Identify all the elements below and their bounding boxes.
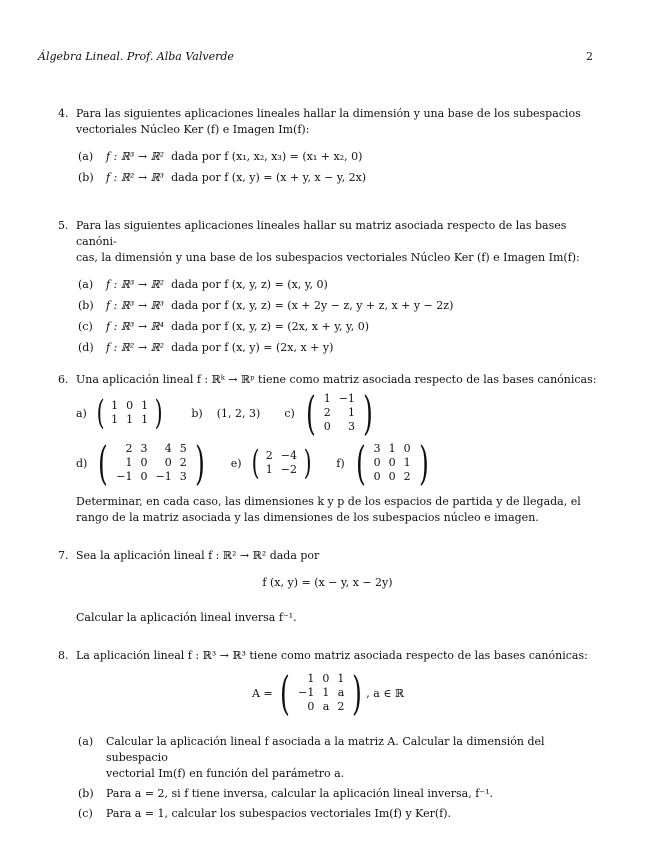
item-label: (a): [78, 735, 94, 748]
matrix-label: A =: [252, 686, 273, 700]
matrix-cell: 0: [323, 420, 331, 433]
exercise-5: [58, 218, 598, 358]
matrix-cell: 0: [403, 442, 411, 455]
matrix-cell: 3: [347, 420, 355, 433]
exercise-number: 6.: [58, 373, 69, 386]
matrix-cell: 1: [388, 442, 396, 455]
item-label: (b): [78, 787, 94, 800]
list-item: [78, 734, 598, 782]
parameter-domain: , a ∈ ℝ: [366, 686, 405, 700]
formula: f (x, y) = (x − y, x − 2y): [262, 576, 393, 589]
matrix-cell: 1: [347, 406, 355, 419]
page-header: [38, 50, 593, 63]
matrix-cell: 1: [111, 413, 119, 426]
item-label: (c): [78, 807, 93, 820]
item-text: Calcular la aplicación lineal f asociada a la matriz A. Calcular la dimensión del subespacio: [106, 735, 545, 764]
matrix-cell: 1: [125, 456, 133, 469]
item-text: Para a = 2, si f tiene inversa, calcular la aplicación lineal inversa, f⁻¹.: [106, 787, 493, 800]
matrix-cell: −1: [116, 470, 133, 483]
outro-line: rango de la matriz asociada y las dimensiones de los subespacios núcleo e imagen.: [76, 511, 539, 524]
item-map: f : ℝ³ → ℝ⁴: [106, 319, 165, 333]
list-item: [78, 786, 598, 802]
matrix-row-1: [76, 386, 377, 440]
exercise-8-items: [78, 734, 598, 822]
matrix-cell: 1: [111, 399, 119, 412]
intro-line: cas, la dimensión y una base de los subespacios vectoriales Núcleo Ker (f) e Imagen Im(f):: [76, 251, 580, 264]
matrix-cell: −4: [280, 449, 297, 462]
matrix-A-row: [252, 666, 405, 720]
intro-line: Para las siguientes aplicaciones lineales hallar su matriz asociada respecto de las bases canóni-: [76, 219, 567, 248]
matrix-label: c): [284, 406, 295, 420]
item-map: f : ℝ³ → ℝ³: [106, 298, 165, 312]
intro-line: vectoriales Núcleo Ker (f) e Imagen Im(f):: [76, 123, 310, 136]
page-number: 2: [586, 50, 593, 63]
item-label: (b): [78, 170, 94, 184]
matrix-cell: 1: [307, 672, 315, 685]
item-def: dada por f (x, y, z) = (x + 2y − z, y + z, x + y − 2z): [171, 298, 454, 312]
matrix-A: ( 1 0 1 −1 1 a 0 a 2 ): [280, 666, 363, 720]
item-map: f : ℝ³ → ℝ²: [106, 277, 165, 291]
exercise-7: [58, 548, 598, 564]
exercise-number: 5.: [58, 219, 69, 232]
matrix-cell: 0: [373, 456, 381, 469]
item-label: (c): [78, 319, 93, 333]
matrix-cell: 0: [126, 399, 134, 412]
matrix-cell: 3: [140, 442, 148, 455]
matrix-cell: −1: [155, 470, 172, 483]
vector-b: (1, 2, 3): [216, 406, 261, 420]
matrix-cell: 2: [403, 470, 411, 483]
item-def: dada por f (x, y) = (x + y, x − y, 2x): [171, 170, 367, 184]
matrix-cell: a: [337, 686, 345, 699]
exercise-intro: [76, 218, 598, 266]
item-map: f : ℝ² → ℝ²: [106, 340, 165, 354]
item-def: dada por f (x₁, x₂, x₃) = (x₁ + x₂, 0): [171, 149, 363, 163]
matrix-cell: 1: [403, 456, 411, 469]
item-def: dada por f (x, y, z) = (x, y, 0): [171, 277, 328, 291]
item-map: f : ℝ³ → ℝ²: [106, 149, 165, 163]
matrix-cell: 1: [322, 686, 330, 699]
list-item: [78, 295, 598, 316]
matrix-cell: 0: [164, 456, 172, 469]
matrix-cell: 2: [337, 700, 345, 713]
exercise-number: 4.: [58, 107, 69, 120]
matrix-cell: 0: [322, 672, 330, 685]
exercise-intro: Sea la aplicación lineal f : ℝ² → ℝ² dada por: [76, 549, 320, 562]
item-def: dada por f (x, y, z) = (2x, x + y, y, 0): [171, 319, 369, 333]
item-map: f : ℝ² → ℝ³: [106, 170, 165, 184]
matrix-cell: 0: [140, 456, 148, 469]
matrix-cell: 5: [179, 442, 187, 455]
list-item: [78, 274, 598, 295]
matrix-cell: 1: [141, 399, 149, 412]
item-label: (d): [78, 340, 94, 354]
matrix-cell: 0: [307, 700, 315, 713]
matrix-cell: 0: [373, 470, 381, 483]
item-def: dada por f (x, y) = (2x, x + y): [171, 340, 334, 354]
exercise-6-outro: [76, 494, 596, 526]
matrix-cell: 0: [140, 470, 148, 483]
list-item: [78, 167, 598, 188]
matrix-a: ( 1 0 1 1 1 1 ): [96, 393, 163, 433]
matrix-f: ( 3 1 0 0 0 1 0 0 2 ): [355, 436, 429, 490]
matrix-cell: 3: [373, 442, 381, 455]
matrix-label: b): [191, 406, 203, 420]
outro-line: Determinar, en cada caso, las dimensiones k y p de los espacios de partida y de llegada, el: [76, 495, 581, 508]
matrix-cell: 1: [265, 463, 273, 476]
header-title: Álgebra Lineal. Prof. Alba Valverde: [38, 50, 234, 63]
matrix-cell: 0: [388, 470, 396, 483]
list-item: [78, 316, 598, 337]
matrix-cell: 2: [265, 449, 273, 462]
exercise-8: [58, 648, 598, 664]
item-text: Para a = 1, calcular los subespacios vectoriales Im(f) y Ker(f).: [106, 807, 452, 820]
intro-line: Para las siguientes aplicaciones lineales hallar la dimensión y una base de los subespacios: [76, 107, 581, 120]
list-item: [78, 806, 598, 822]
matrix-cell: 1: [126, 413, 134, 426]
exercise-7-outro: Calcular la aplicación lineal inversa f⁻¹.: [76, 611, 297, 624]
matrix-cell: 1: [141, 413, 149, 426]
exercise-6: [58, 372, 598, 388]
matrix-cell: −1: [338, 392, 355, 405]
matrix-cell: 1: [337, 672, 345, 685]
matrix-e: ( 2 −4 1 −2 ): [251, 443, 312, 483]
matrix-label: e): [230, 456, 242, 470]
matrix-label: d): [76, 456, 88, 470]
list-item: [78, 146, 598, 167]
exercise-intro: La aplicación lineal f : ℝ³ → ℝ³ tiene como matriz asociada respecto de las bases canónicas:: [76, 649, 588, 662]
matrix-cell: 3: [179, 470, 187, 483]
matrix-cell: −1: [298, 686, 315, 699]
exercise-number: 7.: [58, 549, 69, 562]
item-label: (a): [78, 149, 94, 163]
matrix-row-2: [76, 436, 433, 490]
matrix-c: ( 1 −1 2 1 0 3 ): [305, 386, 373, 440]
matrix-cell: 2: [125, 442, 133, 455]
item-label: (b): [78, 298, 94, 312]
exercise-4: [58, 106, 598, 188]
exercise-number: 8.: [58, 649, 69, 662]
matrix-cell: 0: [388, 456, 396, 469]
matrix-label: a): [76, 406, 87, 420]
matrix-cell: 4: [164, 442, 172, 455]
item-text: vectorial Im(f) en función del parámetro a.: [106, 767, 345, 780]
matrix-cell: −2: [280, 463, 297, 476]
list-item: [78, 337, 598, 358]
exercise-intro: Una aplicación lineal f : ℝᵏ → ℝᵖ tiene como matriz asociada respecto de las bases canónicas:: [76, 373, 597, 386]
matrix-cell: 2: [179, 456, 187, 469]
matrix-cell: 2: [323, 406, 331, 419]
matrix-d: ( 2 3 4 5 1 0 0 2 −1 0 −1 3 ): [98, 436, 205, 490]
matrix-cell: 1: [323, 392, 331, 405]
exercise-intro: [76, 106, 598, 138]
matrix-label: f): [336, 456, 345, 470]
item-label: (a): [78, 277, 94, 291]
matrix-cell: a: [322, 700, 330, 713]
